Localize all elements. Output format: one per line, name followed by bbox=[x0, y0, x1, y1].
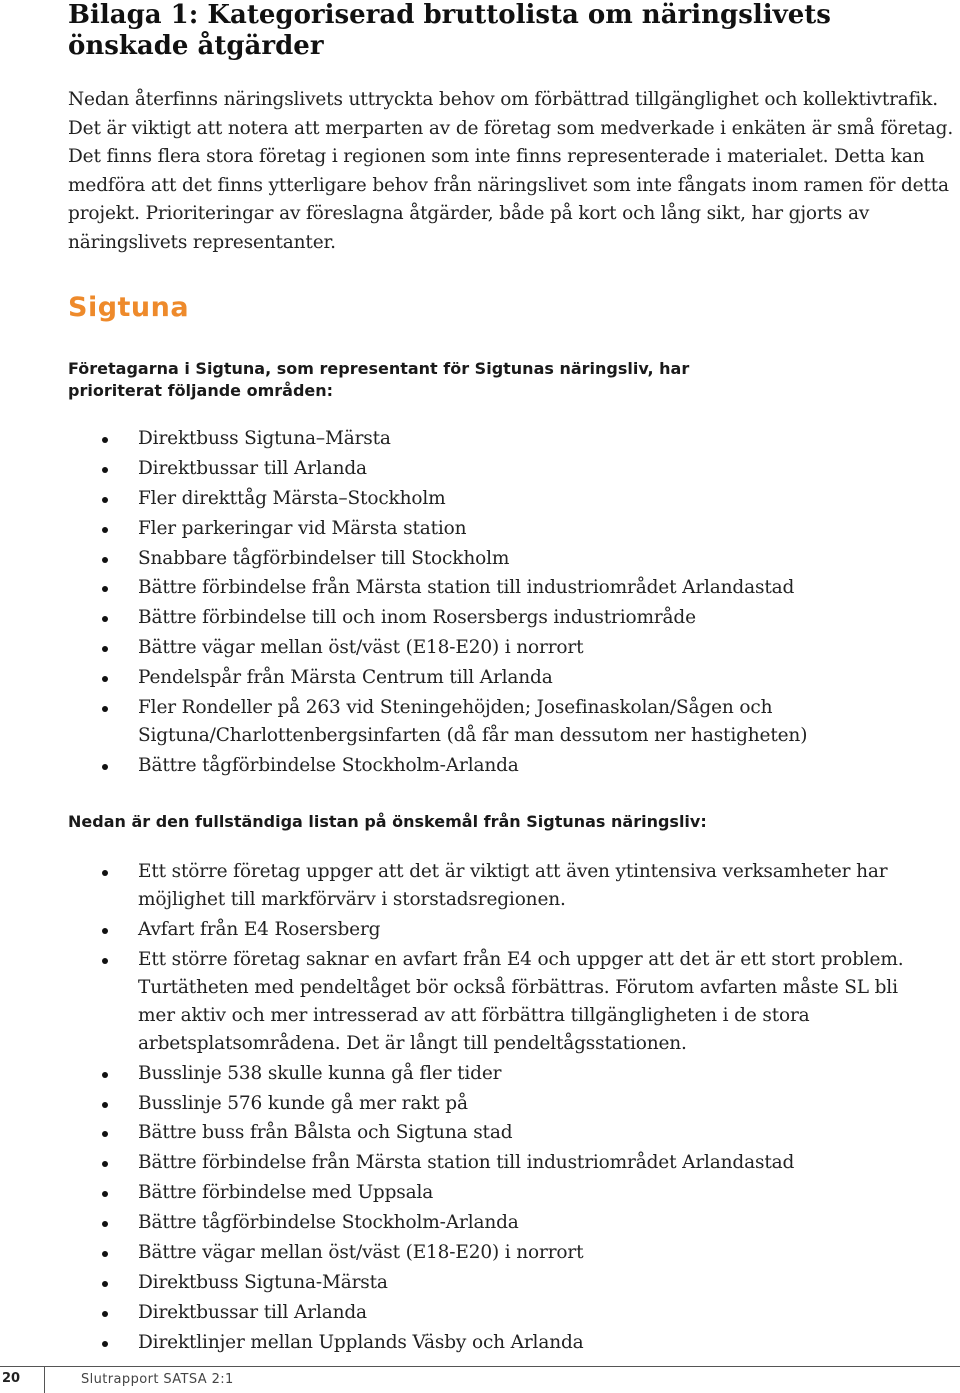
list-item-text: Direktbuss Sigtuna–Märsta bbox=[138, 428, 391, 449]
bullet-icon bbox=[102, 1131, 108, 1137]
page-number: 20 bbox=[2, 1371, 21, 1386]
list-item-text: Fler Rondeller på 263 vid Steningehöjden; Josefinaskolan/Sågen och Sigtuna/Charlottenbergsinfarten (då får man dessutom ner hastigheten) bbox=[138, 697, 808, 747]
bullet-icon bbox=[102, 1341, 108, 1347]
bullet-icon bbox=[102, 1311, 108, 1317]
list-item-text: Avfart från E4 Rosersberg bbox=[138, 918, 381, 940]
bullet-icon bbox=[102, 437, 108, 443]
list-item bbox=[0, 1329, 960, 1357]
bullet-icon bbox=[102, 1251, 108, 1257]
list-item-text: Bättre förbindelse från Märsta station till industriområdet Arlandastad bbox=[138, 1152, 795, 1174]
list-item-text: Ett större företag uppger att det är viktigt att även ytintensiva verksamheter har möjlighet till markförvärv i storstadsregionen. bbox=[138, 861, 888, 910]
list-item bbox=[0, 574, 960, 602]
bullet-icon bbox=[102, 958, 108, 964]
list-item-text: Bättre vägar mellan öst/väst (E18-E20) i norrort bbox=[138, 1242, 584, 1264]
list-item bbox=[0, 946, 960, 1058]
list-item bbox=[0, 694, 960, 750]
bullet-icon bbox=[102, 764, 108, 770]
bullet-icon bbox=[102, 527, 108, 533]
bullet-icon bbox=[102, 1072, 108, 1078]
list-item-text: Busslinje 576 kunde gå mer rakt på bbox=[138, 1092, 468, 1114]
bullet-icon bbox=[102, 676, 108, 682]
list-item bbox=[0, 634, 960, 662]
bullet-icon bbox=[102, 928, 108, 934]
list-item bbox=[0, 1119, 960, 1147]
page-footer bbox=[0, 1366, 960, 1393]
list-item bbox=[0, 1239, 960, 1267]
list-item bbox=[0, 515, 960, 543]
list-item bbox=[0, 752, 960, 780]
list-item-text: Bättre tågförbindelse Stockholm-Arlanda bbox=[138, 1212, 519, 1234]
list-item-text: Bättre förbindelse till och inom Rosersbergs industriområde bbox=[138, 607, 696, 629]
list-item-text: Direktbussar till Arlanda bbox=[138, 457, 367, 479]
priority-list bbox=[0, 425, 960, 782]
list-item bbox=[0, 1299, 960, 1327]
bullet-icon bbox=[102, 1161, 108, 1167]
list-item-text: Busslinje 538 skulle kunna gå fler tider bbox=[138, 1062, 502, 1084]
list-item bbox=[0, 1060, 960, 1088]
bullet-icon bbox=[102, 557, 108, 563]
bullet-icon bbox=[102, 1221, 108, 1227]
bullet-icon bbox=[102, 1102, 108, 1108]
list-item-text: Snabbare tågförbindelser till Stockholm bbox=[138, 547, 510, 569]
list-item bbox=[0, 916, 960, 944]
report-name: Slutrapport SATSA 2:1 bbox=[81, 1372, 234, 1387]
list-item-text: Direktlinjer mellan Upplands Väsby och Arlanda bbox=[138, 1331, 584, 1353]
list-item-text: Fler parkeringar vid Märsta station bbox=[138, 517, 467, 539]
list-item-text: Direktbuss Sigtuna-Märsta bbox=[138, 1271, 388, 1293]
list-item-text: Bättre förbindelse från Märsta station till industriområdet Arlandastad bbox=[138, 577, 795, 599]
list-item bbox=[0, 1269, 960, 1297]
list-item-text: Fler direkttåg Märsta–Stockholm bbox=[138, 487, 446, 509]
bullet-icon bbox=[102, 467, 108, 473]
list-item-text: Bättre förbindelse med Uppsala bbox=[138, 1182, 434, 1204]
bullet-icon bbox=[102, 586, 108, 592]
list-item bbox=[0, 1209, 960, 1237]
list-item bbox=[0, 604, 960, 632]
list-item bbox=[0, 545, 960, 573]
section-heading-sigtuna: Sigtuna bbox=[68, 292, 190, 323]
list-item bbox=[0, 664, 960, 692]
bullet-icon bbox=[102, 616, 108, 622]
list-item-text: Bättre tågförbindelse Stockholm-Arlanda bbox=[138, 754, 519, 776]
footer-divider bbox=[0, 1366, 960, 1367]
bullet-icon bbox=[102, 646, 108, 652]
footer-separator bbox=[44, 1366, 45, 1393]
list-item-text: Bättre buss från Bålsta och Sigtuna stad bbox=[138, 1122, 513, 1144]
bullet-icon bbox=[102, 497, 108, 503]
list-item bbox=[0, 1090, 960, 1118]
intro-paragraph: Nedan återfinns näringslivets uttryckta behov om förbättrad tillgänglighet och kollektivtrafik. Det är viktigt att notera att merparten av de företag som medverkade i enkäten är små företag. Det finns flera stora företag i regionen som inte finns representerade i materialet. Detta kan medföra att det finns ytterligare behov från näringslivet som inte fångats inom ramen för detta projekt. Prioriteringar av föreslagna åtgärder, både på kort och lång sikt, har gjorts av näringslivets representanter. bbox=[68, 89, 954, 253]
list-item bbox=[0, 485, 960, 513]
priority-lead-text: Företagarna i Sigtuna, som representant för Sigtunas näringsliv, har prioriterat följande områden: bbox=[68, 359, 690, 400]
list-item-text: Ett större företag saknar en avfart från E4 och uppger att det är ett stort problem. Turtätheten med pendeltåget bör också förbättras. Förutom avfarten måste SL bli mer aktiv och mer intresserad av att förbättra tillgängligheten i de stora arbetsplatsområdena. Det är långt till pendeltågsstationen. bbox=[138, 948, 904, 1054]
full-list bbox=[0, 858, 960, 1359]
list-item bbox=[0, 858, 960, 914]
full-list-lead-text: Nedan är den fullständiga listan på önskemål från Sigtunas näringsliv: bbox=[68, 812, 707, 831]
list-item bbox=[0, 1149, 960, 1177]
list-item-text: Bättre vägar mellan öst/väst (E18-E20) i norrort bbox=[138, 637, 584, 659]
list-item bbox=[0, 455, 960, 483]
bullet-icon bbox=[102, 870, 108, 876]
list-item-text: Pendelspår från Märsta Centrum till Arlanda bbox=[138, 667, 553, 689]
list-item bbox=[0, 1179, 960, 1207]
bullet-icon bbox=[102, 1281, 108, 1287]
bullet-icon bbox=[102, 1191, 108, 1197]
document-title: Bilaga 1: Kategoriserad bruttolista om näringslivets önskade åtgärder bbox=[68, 0, 831, 61]
bullet-icon bbox=[102, 706, 108, 712]
list-item bbox=[0, 425, 960, 453]
list-item-text: Direktbussar till Arlanda bbox=[138, 1301, 367, 1323]
